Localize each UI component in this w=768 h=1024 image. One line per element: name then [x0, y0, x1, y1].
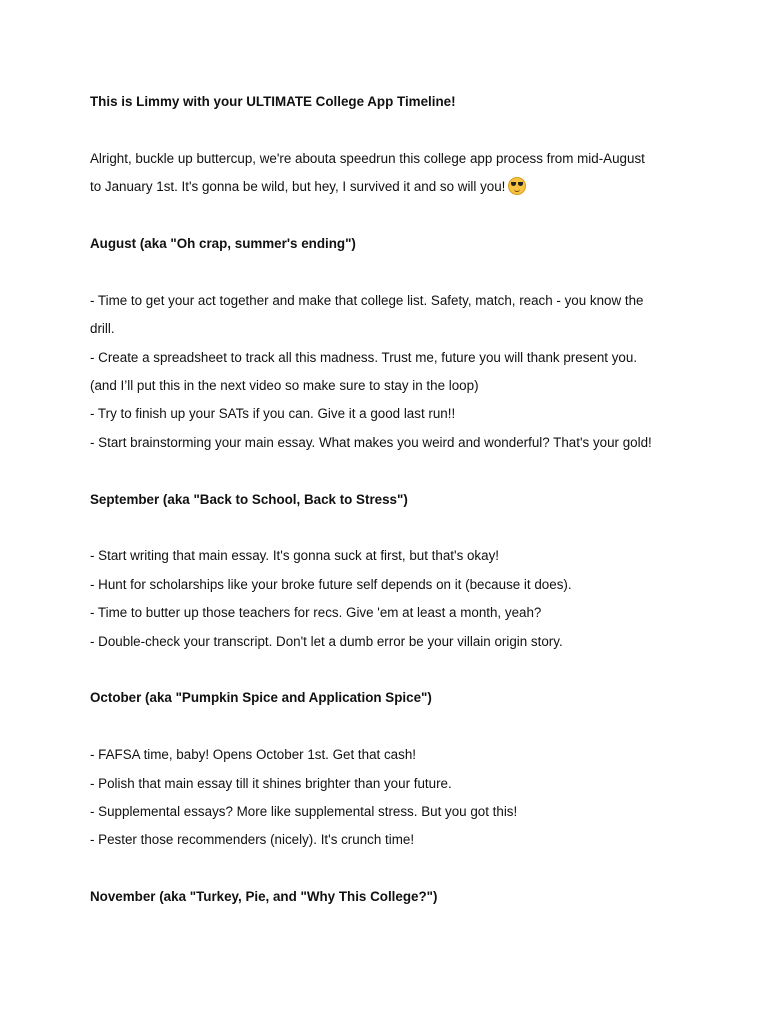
sunglasses-face-icon — [508, 177, 526, 195]
spacer — [90, 855, 690, 883]
september-line: - Time to butter up those teachers for recs. Give 'em at least a month, yeah? — [90, 605, 542, 621]
october-heading: October (aka "Pumpkin Spice and Application Spice") — [90, 690, 432, 706]
august-heading: August (aka "Oh crap, summer's ending") — [90, 236, 356, 251]
spacer — [90, 202, 690, 230]
october-line: - Pester those recommenders (nicely). It's crunch time! — [90, 832, 415, 848]
september-line: - Hunt for scholarships like your broke future self depends on it (because it does). — [90, 576, 572, 592]
august-line: - Create a spreadsheet to track all this madness. Trust me, future you will thank present you. — [90, 349, 638, 365]
spacer — [90, 116, 690, 144]
september-heading: September (aka "Back to School, Back to Stress") — [90, 491, 408, 507]
august-line: - Time to get your act together and make that college list. Safety, match, reach - you know the — [90, 292, 644, 308]
document-page — [90, 88, 690, 912]
intro-line-2-text: to January 1st. It's gonna be wild, but hey, I survived it and so will you! — [90, 179, 506, 195]
october-line: - Supplemental essays? More like supplemental stress. But you got this! — [90, 804, 518, 820]
august-line: - Try to finish up your SATs if you can. Give it a good last run!! — [90, 406, 456, 422]
october-line: - FAFSA time, baby! Opens October 1st. Get that cash! — [90, 747, 416, 763]
spacer — [90, 713, 690, 741]
document-title: This is Limmy with your ULTIMATE College App Timeline! — [90, 94, 456, 109]
august-line: - Start brainstorming your main essay. What makes you weird and wonderful? That's your gold! — [90, 434, 652, 450]
spacer — [90, 656, 690, 684]
spacer — [90, 258, 690, 286]
august-line: drill. — [90, 321, 115, 337]
intro-line-1: Alright, buckle up buttercup, we're abouta speedrun this college app process from mid-August — [90, 150, 645, 166]
october-line: - Polish that main essay till it shines brighter than your future. — [90, 775, 452, 791]
august-line: (and I’ll put this in the next video so make sure to stay in the loop) — [90, 378, 479, 394]
spacer — [90, 457, 690, 485]
spacer — [90, 514, 690, 542]
intro-line-2 — [90, 173, 690, 201]
november-heading: November (aka "Turkey, Pie, and "Why This College?") — [90, 889, 438, 905]
september-line: - Double-check your transcript. Don't let a dumb error be your villain origin story. — [90, 633, 563, 649]
september-line: - Start writing that main essay. It's gonna suck at first, but that's okay! — [90, 548, 499, 564]
